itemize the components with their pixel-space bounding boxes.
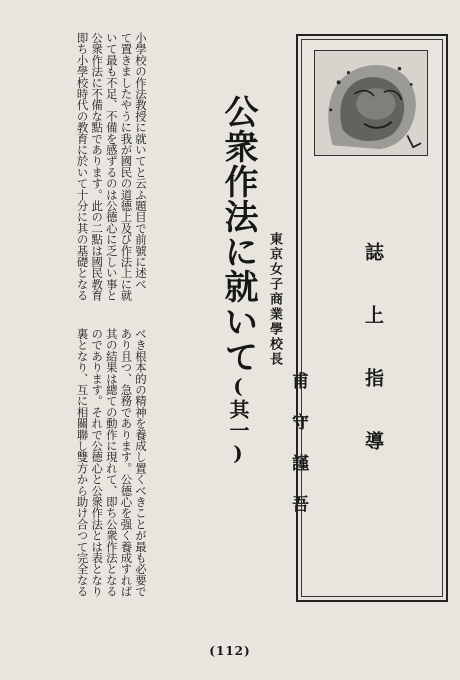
text-line: 小學校の作法教授に就いてと云ふ題目で前號に述べ bbox=[134, 32, 148, 290]
article-title-part: (其一) bbox=[226, 374, 250, 466]
body-paragraph bbox=[75, 328, 148, 628]
author-name: 甫守謹吾 bbox=[288, 372, 308, 536]
text-line: のであります。それで公德心と公衆作法とは表となり bbox=[90, 328, 105, 597]
text-line: あり且つ、急務であります。公德心を强く養成すれば bbox=[119, 328, 134, 597]
article-title bbox=[218, 94, 258, 466]
text-line: 裏となり、互に相關聯し雙方から助け合つて完全なる bbox=[75, 328, 90, 597]
column-header-frame bbox=[296, 34, 448, 602]
text-line: て置きましたやうに我が國民の道德上及び作法上に就 bbox=[119, 32, 134, 301]
text-line: 其の結果は總ての動作に現れて、即ち公衆作法となる bbox=[104, 328, 119, 597]
text-line: いて最も不足、不備を感ずるのは公德心に乏しい事と bbox=[104, 32, 119, 301]
text-line: 公衆作法に不備な點であります。此の二點は國民教育 bbox=[90, 32, 105, 301]
article-title-main: 公衆作法に就いて bbox=[218, 94, 258, 374]
author-affiliation: 東京女子商業學校長 bbox=[267, 232, 282, 367]
page-number: (112) bbox=[209, 644, 251, 658]
text-line: べき根本的の精神を養成し置くべきことが最も必要で bbox=[134, 328, 148, 597]
portrait-sketch-icon bbox=[315, 51, 427, 155]
intro-paragraph bbox=[75, 32, 148, 338]
text-line: 即ち小學校時代の教育に於いて十分に其の基礎となる bbox=[75, 32, 90, 301]
portrait-illustration bbox=[314, 50, 428, 156]
column-title: 誌上指導 bbox=[362, 242, 384, 494]
